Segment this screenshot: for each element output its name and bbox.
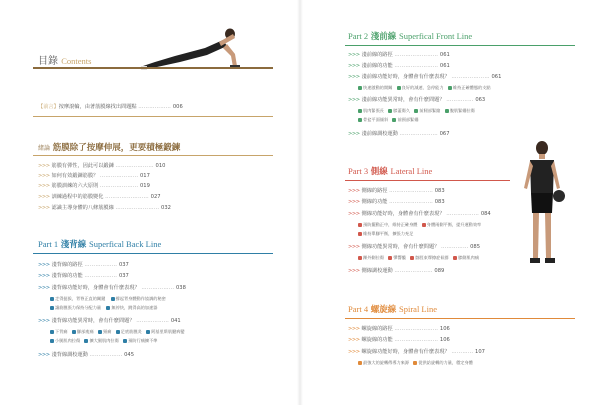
- preface-page: 006: [172, 104, 183, 110]
- entry-page: 019: [139, 183, 150, 189]
- entry-page: 037: [118, 262, 129, 268]
- part1-entry-2[interactable]: [38, 273, 129, 280]
- sub-text: 預防擺動正中，維持正確身體: [363, 222, 418, 227]
- arrow-icon: >>>: [348, 63, 360, 69]
- part4-entry-1[interactable]: [348, 326, 450, 333]
- arrow-icon: >>>: [348, 74, 360, 80]
- square-bullet-icon: [410, 256, 414, 260]
- sub-text: 維持單腳平衡，擴張力充足: [363, 231, 414, 236]
- part3-entry-5[interactable]: [348, 268, 444, 275]
- part1-label: Part 1: [38, 239, 59, 249]
- kettlebell-photo: [515, 138, 570, 278]
- entry-page: 038: [176, 285, 186, 291]
- sub-text: 腹肌緊繃拉傷: [449, 108, 475, 113]
- part1-entry-1[interactable]: [38, 262, 129, 269]
- square-bullet-icon: [358, 232, 362, 236]
- part1-entry-3[interactable]: [38, 285, 186, 292]
- entry-page: 083: [434, 188, 445, 194]
- square-bullet-icon: [50, 306, 54, 310]
- entry-text: 如何有效鍛鍊筋膜？: [51, 173, 99, 179]
- sub-text: 無停快，跳得高的加速器: [111, 305, 158, 310]
- sub-text: 阿基里斯肌腱病變: [151, 329, 185, 334]
- square-bullet-icon: [50, 339, 54, 343]
- entry-dots: …………: [451, 349, 474, 355]
- entry-page: 045: [124, 352, 135, 358]
- square-bullet-icon: [50, 297, 54, 301]
- entry-text: 淺背線的路徑: [51, 262, 83, 268]
- square-bullet-icon: [358, 86, 362, 90]
- intro-heading: [38, 141, 180, 153]
- sub-text: 髂脛束摩擦症候群: [415, 255, 449, 260]
- square-bullet-icon: [72, 330, 76, 334]
- square-bullet-icon: [98, 330, 102, 334]
- part3-sub1-row2: [358, 231, 413, 237]
- part2-entry-2[interactable]: [348, 63, 450, 70]
- square-bullet-icon: [106, 306, 110, 310]
- part4-rule: [345, 318, 575, 319]
- arrow-icon: >>>: [348, 188, 360, 194]
- entry-dots: …………………: [451, 74, 490, 80]
- intro-entry-2[interactable]: [38, 173, 150, 180]
- intro-entry-5[interactable]: [38, 205, 171, 212]
- sub-text: 腳部痠痛: [76, 329, 94, 334]
- arrow-icon: >>>: [348, 337, 360, 343]
- entry-dots: ……………………: [394, 337, 439, 343]
- part3-label: Part 3: [348, 166, 369, 176]
- square-bullet-icon: [413, 361, 417, 365]
- entry-text: 側線調校運動: [361, 268, 393, 274]
- entry-dots: ……………………: [389, 199, 434, 205]
- entry-text: 淺背線調校運動: [51, 352, 88, 358]
- entry-text: 螺旋線的路徑: [361, 326, 393, 332]
- entry-text: 側線功能好時，身體會有什麼表現？: [361, 211, 445, 217]
- part1-entry-5[interactable]: [38, 352, 134, 359]
- entry-page: 037: [118, 273, 129, 279]
- square-bullet-icon: [358, 109, 362, 113]
- intro-entry-4[interactable]: [38, 194, 161, 201]
- entry-text: 側線的路徑: [361, 188, 388, 194]
- part4-label: Part 4: [348, 304, 369, 314]
- sub-text: 小腿肌肉拉傷: [55, 338, 81, 343]
- sub-text: 良好的減速、急停能力: [401, 85, 444, 90]
- arrow-icon: >>>: [38, 273, 50, 279]
- sub-text: 頸痛: [103, 329, 112, 334]
- part4-en: Spiral Line: [399, 304, 438, 314]
- sub-text: 身體兩側平衡，提升運動效率: [426, 222, 482, 227]
- part2-entry-1[interactable]: [348, 52, 450, 59]
- arrow-icon: >>>: [38, 285, 50, 291]
- side-plank-photo: [135, 22, 245, 72]
- square-bullet-icon: [358, 118, 362, 122]
- entry-text: 淺背線功能異常時，會有什麼問題？: [51, 318, 135, 324]
- toc-title-en: Contents: [61, 56, 92, 66]
- part3-rule: [345, 180, 510, 181]
- sub-text: 讓筋膜張力保持分配力量: [55, 305, 102, 310]
- entry-page: 085: [470, 244, 481, 250]
- part2-label: Part 2: [348, 31, 369, 41]
- preface-tag: 【前言】: [38, 104, 59, 110]
- right-page: [300, 0, 600, 405]
- arrow-icon: >>>: [38, 194, 50, 200]
- arrow-icon: >>>: [38, 352, 50, 358]
- sub-text: 撐起背身體動作協調的秘密: [115, 296, 166, 301]
- entry-page: 061: [491, 74, 502, 80]
- part2-en: Superfical Front Line: [399, 31, 473, 41]
- entry-page: 107: [475, 349, 485, 355]
- entry-dots: ………………: [89, 352, 123, 358]
- entry-page: 032: [161, 205, 171, 211]
- entry-dots: …………………: [399, 131, 438, 137]
- entry-text: 筋膜有彈性，因此可以鍛鍊: [51, 163, 114, 169]
- preface-rule: [33, 116, 273, 117]
- entry-dots: ……………………: [115, 205, 160, 211]
- square-bullet-icon: [445, 109, 449, 113]
- intro-title: 筋膜除了按摩伸展，更要積極鍛鍊: [52, 143, 181, 153]
- toc-title: [38, 52, 91, 67]
- arrow-icon: >>>: [348, 211, 360, 217]
- entry-text: 訓練過程中的筋膜變化: [51, 194, 104, 200]
- sub-text: 擴大腿肌肉拉傷: [89, 338, 119, 343]
- entry-text: 螺旋線的功能: [361, 337, 393, 343]
- entry-dots: ………………: [141, 285, 175, 291]
- toc-title-rule: [33, 67, 273, 69]
- part2-sub2-row2: [358, 117, 418, 123]
- intro-entry-1[interactable]: [38, 163, 165, 170]
- toc-title-zh: 目錄: [38, 56, 58, 67]
- arrow-icon: >>>: [348, 199, 360, 205]
- square-bullet-icon: [414, 109, 418, 113]
- entry-dots: ………………: [84, 262, 118, 268]
- entry-dots: ……………………: [394, 326, 439, 332]
- part4-title: 螺旋線: [370, 305, 397, 315]
- entry-text: 淺前線功能異常時，會有什麼問題？: [361, 97, 445, 103]
- entry-dots: ……………………: [394, 52, 439, 58]
- arrow-icon: >>>: [348, 97, 360, 103]
- part1-sub1-row2: [50, 305, 158, 311]
- part1-sub2-row1: [50, 329, 185, 335]
- part1-sub2-row2: [50, 338, 157, 344]
- square-bullet-icon: [388, 109, 392, 113]
- entry-text: 淺前線的路徑: [361, 52, 393, 58]
- part1-rule: [33, 253, 273, 254]
- part2-entry-4[interactable]: [348, 97, 485, 104]
- entry-dots: ………………: [446, 211, 480, 217]
- sub-text: 前腿部緊縮: [419, 108, 441, 113]
- part3-en: Lateral Line: [390, 166, 433, 176]
- square-bullet-icon: [388, 256, 392, 260]
- sub-text: 走得挺拔，背脊正直的關鍵: [55, 296, 106, 301]
- part1-entry-4[interactable]: [38, 318, 181, 325]
- preface-text: 按摩滾輪，由著筋膜線找出問題點: [58, 104, 137, 110]
- entry-page: 061: [439, 52, 450, 58]
- entry-dots: …………………: [99, 183, 139, 189]
- entry-page: 063: [475, 97, 486, 103]
- part3-sub2-row1: [358, 255, 479, 261]
- part1-heading: [38, 238, 161, 250]
- entry-page: 083: [434, 199, 445, 205]
- arrow-icon: >>>: [348, 326, 360, 332]
- part2-title: 淺前線: [370, 32, 397, 42]
- sub-text: 下背痛: [55, 329, 68, 334]
- square-bullet-icon: [116, 330, 120, 334]
- entry-text: 淺前線的功能: [361, 63, 393, 69]
- entry-dots: ……………: [441, 244, 469, 250]
- sub-text: 快速啟動的開關: [363, 85, 393, 90]
- sub-text: 預防行痛擴不準: [128, 338, 158, 343]
- square-bullet-icon: [123, 339, 127, 343]
- entry-text: 淺前線調校運動: [361, 131, 398, 137]
- entry-dots: …………………: [99, 173, 139, 179]
- square-bullet-icon: [422, 223, 426, 227]
- entry-page: 061: [439, 63, 450, 69]
- sub-text: 踝外側拉傷: [363, 255, 384, 260]
- square-bullet-icon: [358, 361, 362, 365]
- entry-dots: …………………: [115, 163, 154, 169]
- arrow-icon: >>>: [38, 262, 50, 268]
- sub-text: 肌肉緊張長: [363, 108, 384, 113]
- square-bullet-icon: [111, 297, 115, 301]
- part1-en: Superfical Back Line: [89, 239, 162, 249]
- sub-text: 骨盆平面傾斜: [363, 117, 389, 122]
- part3-entry-1[interactable]: [348, 188, 445, 195]
- entry-page: 106: [439, 337, 450, 343]
- square-bullet-icon: [397, 86, 401, 90]
- part3-sub1-row1: [358, 222, 481, 228]
- arrow-icon: >>>: [348, 52, 360, 58]
- square-bullet-icon: [146, 330, 150, 334]
- sub-text: 膝蓋傷久: [393, 108, 411, 113]
- part2-rule: [345, 45, 575, 46]
- intro-rule: [33, 155, 273, 156]
- entry-dots: ………………: [136, 318, 170, 324]
- arrow-icon: >>>: [348, 268, 360, 274]
- preface-entry[interactable]: [38, 104, 183, 111]
- intro-entry-3[interactable]: [38, 183, 150, 190]
- entry-page: 041: [170, 318, 181, 324]
- part3-entry-4[interactable]: [348, 244, 480, 251]
- part2-heading: [348, 30, 472, 42]
- square-bullet-icon: [358, 223, 362, 227]
- entry-text: 螺旋線功能好時，身體會有什麼表現？: [361, 349, 450, 355]
- sub-text: 足底筋膜炎: [120, 329, 142, 334]
- part1-title: 淺背線: [60, 240, 87, 250]
- square-bullet-icon: [84, 339, 88, 343]
- sub-text: 前頸部緊繃: [397, 117, 419, 122]
- part2-sub1-row1: [358, 85, 491, 91]
- entry-text: 筋膜訓練的六大原則: [51, 183, 99, 189]
- entry-page: 084: [480, 211, 491, 217]
- entry-dots: ……………………: [105, 194, 149, 200]
- intro-tag: 緒論: [38, 145, 51, 152]
- entry-text: 淺背線的功能: [51, 273, 83, 279]
- arrow-icon: >>>: [38, 173, 50, 179]
- entry-text: 認識主導身體的八條筋膜線: [51, 205, 114, 211]
- square-bullet-icon: [448, 86, 452, 90]
- part3-entry-3[interactable]: [348, 211, 491, 218]
- part3-title: 側線: [370, 167, 388, 177]
- sub-text: 最強大的旋轉傳導力來源: [363, 360, 410, 365]
- entry-text: 淺前線功能好時，身體會有什麼表現？: [361, 74, 450, 80]
- part1-sub1-row1: [50, 296, 166, 302]
- arrow-icon: >>>: [38, 183, 50, 189]
- arrow-icon: >>>: [38, 318, 50, 324]
- part4-sub1-row1: [358, 360, 473, 366]
- part4-entry-3[interactable]: [348, 349, 485, 356]
- entry-text: 側線的功能: [361, 199, 388, 205]
- entry-dots: …………………: [394, 268, 433, 274]
- sub-text: 膝側肌肉痛: [458, 255, 480, 260]
- sub-text: 彈響髖: [393, 255, 406, 260]
- entry-page: 017: [139, 173, 150, 179]
- entry-text: 淺背線功能好時，身體會有什麼表現？: [51, 285, 140, 291]
- part2-entry-3[interactable]: [348, 74, 501, 81]
- arrow-icon: >>>: [38, 205, 50, 211]
- entry-page: 089: [434, 268, 445, 274]
- arrow-icon: >>>: [348, 349, 360, 355]
- entry-dots: ……………………: [389, 188, 434, 194]
- square-bullet-icon: [453, 256, 457, 260]
- entry-dots: ………………: [84, 273, 118, 279]
- sub-text: 維持正確體態的支點: [452, 85, 491, 90]
- square-bullet-icon: [392, 118, 396, 122]
- entry-dots: ……………………: [394, 63, 439, 69]
- square-bullet-icon: [50, 330, 54, 334]
- sub-text: 從供給旋轉的力量，穩定身體: [418, 360, 473, 365]
- entry-page: 067: [439, 131, 450, 137]
- entry-dots: ……………: [446, 97, 474, 103]
- arrow-icon: >>>: [348, 244, 360, 250]
- arrow-icon: >>>: [348, 131, 360, 137]
- part2-sub2-row1: [358, 108, 475, 114]
- entry-text: 側線功能異常時，會有什麼問題？: [361, 244, 440, 250]
- preface-dots: ………………: [138, 104, 172, 110]
- part4-heading: [348, 303, 437, 315]
- part2-entry-5[interactable]: [348, 131, 450, 138]
- arrow-icon: >>>: [38, 163, 50, 169]
- part3-entry-2[interactable]: [348, 199, 445, 206]
- part4-entry-2[interactable]: [348, 337, 450, 344]
- entry-page: 106: [439, 326, 450, 332]
- square-bullet-icon: [358, 256, 362, 260]
- entry-page: 010: [155, 163, 166, 169]
- part3-heading: [348, 165, 432, 177]
- entry-page: 027: [150, 194, 161, 200]
